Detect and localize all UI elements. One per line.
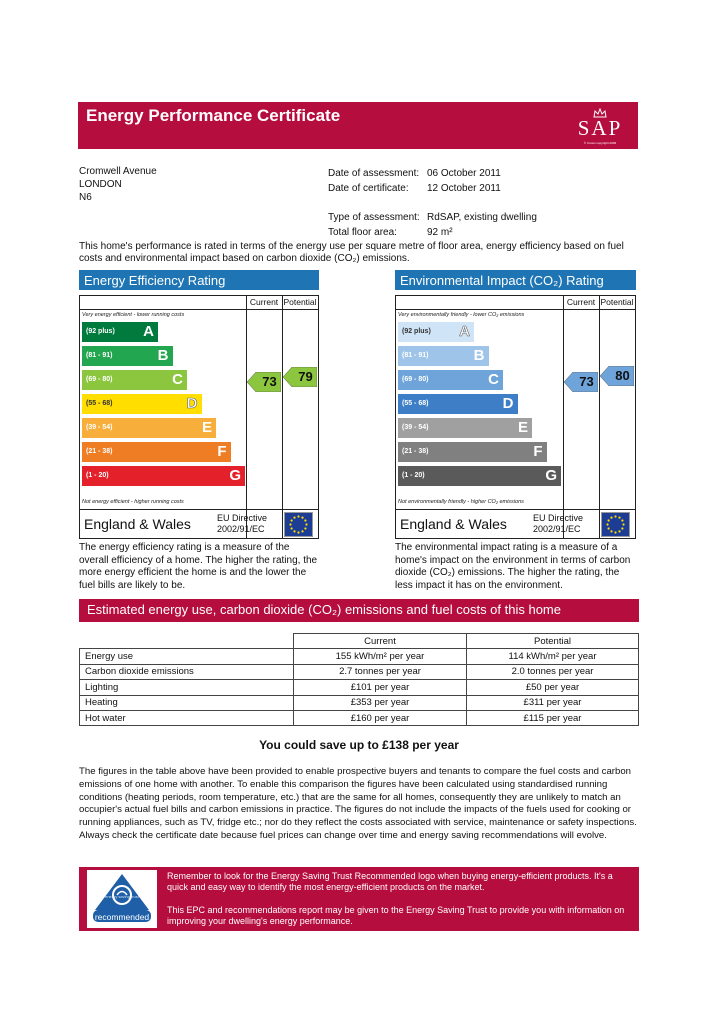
eu-star-icon <box>289 523 291 525</box>
property-address <box>79 165 157 204</box>
cell-potential: £311 per year <box>467 695 639 710</box>
band-range: (69 - 80) <box>86 376 113 383</box>
header-divider <box>563 309 635 310</box>
band-letter: G <box>229 467 241 484</box>
table-row <box>80 680 639 695</box>
intro-text: This home's performance is rated in terms of the energy use per square metre of floor area, energy efficiency based on fuel costs and environmental impact based on carbon dioxide (CO₂) emissions. <box>79 241 624 264</box>
eu-star-icon <box>622 523 624 525</box>
eu-directive: EU Directive 2002/91/EC <box>533 513 584 534</box>
band-letter: E <box>201 419 212 436</box>
header-divider <box>246 309 318 310</box>
certificate-header <box>78 102 638 149</box>
header-divider <box>80 309 246 310</box>
band-letter: A <box>143 323 154 340</box>
est-reminder-text: Remember to look for the Energy Saving Trust Recommended logo when buying energy-efficient products. It's a quick and easy way to identify the most energy-efficient products on the market. <box>167 871 613 892</box>
cell-current: £160 per year <box>294 710 467 725</box>
rating-band-d <box>398 394 518 414</box>
eu-star-icon <box>304 527 306 529</box>
eu-star-icon <box>606 523 608 525</box>
eu-footer <box>80 509 318 538</box>
band-range: (92 plus) <box>86 328 115 335</box>
rating-band-b <box>82 346 173 366</box>
band-letter: F <box>217 443 227 460</box>
cell-potential: 114 kWh/m² per year <box>467 649 639 664</box>
rating-band-a <box>398 322 474 342</box>
eu-star-icon <box>293 517 295 519</box>
eu-star-icon <box>621 527 623 529</box>
rating-band-g <box>82 466 245 486</box>
band-range: (55 - 68) <box>402 400 429 407</box>
efficiency-caption: The energy efficiency rating is a measure of the overall efficiency of a home. The higher the rating, the more energy efficient the home is and the lower the fuel bills are likely to be. <box>79 542 318 592</box>
band-letter: G <box>545 467 557 484</box>
band-letter: F <box>533 443 543 460</box>
eu-star-icon <box>608 519 610 521</box>
band-letter: C <box>488 371 499 388</box>
total-floor-area: Total floor area: 92 m² <box>328 227 453 238</box>
band-range: (69 - 80) <box>402 376 429 383</box>
cell-label: Energy use <box>80 649 294 664</box>
potential-header: Potential <box>600 297 634 307</box>
potential-rating-value: 80 <box>615 368 630 383</box>
costs-table <box>79 633 639 726</box>
cell-label: Heating <box>80 695 294 710</box>
band-range: (81 - 91) <box>86 352 113 359</box>
table-header-current: Current <box>294 634 467 649</box>
energy-saving-trust-box <box>79 867 639 931</box>
potential-column <box>599 296 635 538</box>
sap-logo-text: SAP <box>577 116 623 140</box>
region-label: England & Wales <box>400 516 507 532</box>
band-letter: D <box>186 395 198 412</box>
table-header-empty <box>80 634 294 649</box>
rating-band-f <box>398 442 547 462</box>
address-line: Cromwell Avenue <box>79 166 157 177</box>
eu-star-icon <box>621 519 623 521</box>
eu-star-icon <box>610 530 612 532</box>
eu-directive: EU Directive 2002/91/EC <box>217 513 268 534</box>
sap-copyright: © Crown copyright 2009 <box>583 141 617 145</box>
table-row <box>80 664 639 679</box>
efficiency-rating-section <box>79 270 319 593</box>
savings-statement: You could save up to £138 per year <box>259 738 459 752</box>
band-letter: E <box>517 419 528 436</box>
cell-potential: £115 per year <box>467 710 639 725</box>
band-range: (39 - 54) <box>86 424 113 431</box>
eu-star-icon <box>291 527 293 529</box>
eu-star-icon <box>614 515 616 517</box>
band-letter: A <box>459 323 470 340</box>
rating-band-e <box>398 418 532 438</box>
band-range: (92 plus) <box>402 328 431 335</box>
rating-band-b <box>398 346 489 366</box>
table-header-row <box>80 634 639 649</box>
eu-star-icon <box>304 519 306 521</box>
cell-label: Hot water <box>80 710 294 725</box>
eu-star-icon <box>618 530 620 532</box>
bottom-scale-note: Not environmentally friendly - higher CO₂ emissions <box>398 499 524 505</box>
eu-star-icon <box>301 517 303 519</box>
band-range: (1 - 20) <box>402 472 425 479</box>
eu-star-icon <box>297 515 299 517</box>
band-range: (21 - 38) <box>402 448 429 455</box>
environmental-rating-chart <box>395 295 636 539</box>
current-column <box>246 296 282 538</box>
current-header: Current <box>249 297 279 307</box>
band-range: (39 - 54) <box>402 424 429 431</box>
type-of-assessment: Type of assessment: RdSAP, existing dwelling <box>328 212 537 223</box>
rating-band-c <box>82 370 187 390</box>
cell-label: Lighting <box>80 680 294 695</box>
eu-star-icon <box>297 531 299 533</box>
environmental-rating-title: Environmental Impact (CO₂) Rating <box>395 270 636 290</box>
rating-band-g <box>398 466 561 486</box>
efficiency-rating-title: Energy Efficiency Rating <box>79 270 319 290</box>
band-range: (55 - 68) <box>86 400 113 407</box>
band-letter: B <box>473 347 485 364</box>
cell-current: 155 kWh/m² per year <box>294 649 467 664</box>
band-range: (21 - 38) <box>86 448 113 455</box>
recommended-label: recommended <box>94 912 150 922</box>
assessment-details <box>328 167 537 239</box>
band-range: (81 - 91) <box>402 352 429 359</box>
rating-band-d <box>82 394 202 414</box>
sap-logo <box>568 106 632 146</box>
date-of-certificate: Date of certificate: 12 October 2011 <box>328 183 501 194</box>
energy-saving-trust-logo <box>87 870 157 928</box>
eu-footer <box>396 509 635 538</box>
band-letter: D <box>502 395 514 412</box>
current-rating-value: 73 <box>262 374 277 389</box>
rating-band-c <box>398 370 503 390</box>
est-logo-top-text: energy saving trust <box>105 894 139 899</box>
address-line: LONDON <box>79 179 122 190</box>
eu-star-icon <box>293 530 295 532</box>
eu-flag-icon <box>284 512 313 537</box>
rating-band-e <box>82 418 216 438</box>
efficiency-rating-chart <box>79 295 319 539</box>
environmental-caption: The environmental impact rating is a measure of a home's impact on the environment in terms of carbon dioxide (CO₂) emissions. The higher the rating, the less impact it has on the environment. <box>395 542 631 592</box>
cell-current: £353 per year <box>294 695 467 710</box>
table-row <box>80 695 639 710</box>
potential-rating-value: 79 <box>298 369 313 384</box>
eu-star-icon <box>610 517 612 519</box>
eu-star-icon <box>291 519 293 521</box>
eu-star-icon <box>301 530 303 532</box>
est-info-text: This EPC and recommendations report may be given to the Energy Saving Trust to provide you with information on improving your dwelling's energy performance. <box>167 905 625 926</box>
cell-label: Carbon dioxide emissions <box>80 664 294 679</box>
estimates-banner: Estimated energy use, carbon dioxide (CO₂) emissions and fuel costs of this home <box>79 599 639 622</box>
rating-band-f <box>82 442 231 462</box>
certificate-title: Energy Performance Certificate <box>86 106 341 125</box>
potential-header: Potential <box>283 297 317 307</box>
address-line: N6 <box>79 192 92 203</box>
top-scale-note: Very environmentally friendly - lower CO₂ emissions <box>398 312 525 318</box>
bottom-scale-note: Not energy efficient - higher running costs <box>82 499 184 505</box>
rating-band-a <box>82 322 158 342</box>
date-of-assessment: Date of assessment: 06 October 2011 <box>328 168 501 179</box>
header-divider <box>396 309 563 310</box>
table-header-potential: Potential <box>467 634 639 649</box>
eu-flag-icon <box>601 512 630 537</box>
potential-column <box>282 296 318 538</box>
environmental-rating-section <box>395 270 636 593</box>
top-scale-note: Very energy efficient - lower running costs <box>82 312 185 318</box>
region-label: England & Wales <box>84 516 191 532</box>
band-letter: C <box>172 371 183 388</box>
eu-star-icon <box>305 523 307 525</box>
cell-potential: 2.0 tonnes per year <box>467 664 639 679</box>
table-row <box>80 710 639 725</box>
current-header: Current <box>566 297 596 307</box>
table-row <box>80 649 639 664</box>
band-letter: B <box>157 347 169 364</box>
cell-potential: £50 per year <box>467 680 639 695</box>
eu-star-icon <box>608 527 610 529</box>
current-column <box>563 296 599 538</box>
eu-star-icon <box>614 531 616 533</box>
eu-star-icon <box>618 517 620 519</box>
figures-explanation: The figures in the table above have been provided to enable prospective buyers and tenants to compare the fuel costs and carbon emissions of one home with another. To enable this comparison the figures have been calculated using standardised running conditions (heating periods, room temperature, etc.) that are the same for all homes, consequently they are unlikely to match an occupier's actual fuel bills and carbon emissions in practice. The figures do not include the impacts of the fuels used for cooking or running appliances, such as TV, fridge etc.; nor do they reflect the costs associated with service, maintenance or safety inspections. Always check the certificate date because fuel prices can change over time and energy saving recommendations will evolve. <box>79 766 637 841</box>
band-range: (1 - 20) <box>86 472 109 479</box>
cell-current: £101 per year <box>294 680 467 695</box>
cell-current: 2.7 tonnes per year <box>294 664 467 679</box>
current-rating-value: 73 <box>579 374 594 389</box>
